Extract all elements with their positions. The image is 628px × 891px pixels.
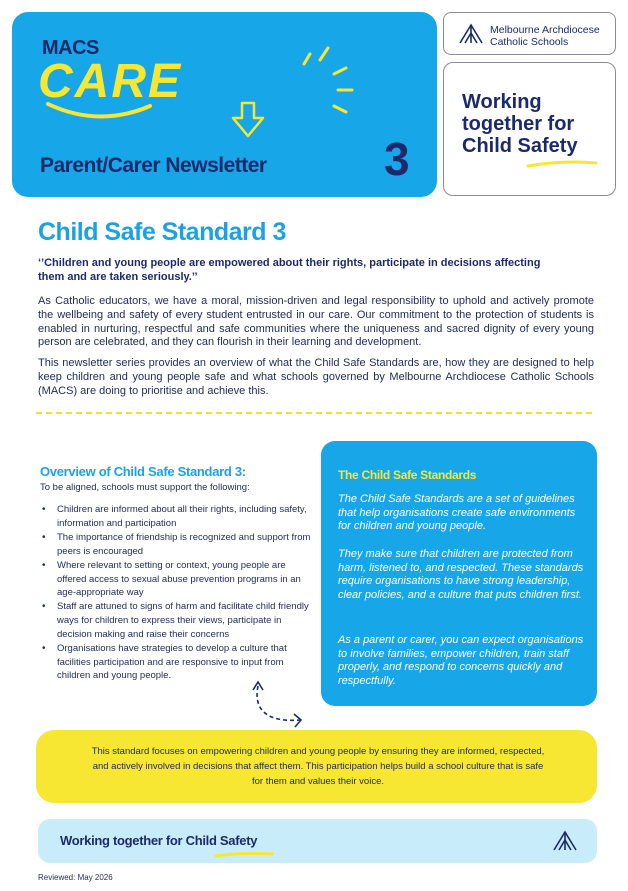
overview-list	[40, 503, 312, 684]
intro-paragraph-1: As Catholic educators, we have a moral, mission-driven and legal responsibility to uphold and actively promote the wellbeing and safety of every student entrusted in our care. Our commitment to the protection of students is enabled in nurturing, respectful and safe communities where the uniqueness and sacred dignity of every young person are celebrated, and they can flourish in their learning and development.	[38, 295, 594, 349]
newsletter-title: Parent/Carer Newsletter	[40, 154, 267, 177]
list-item: • Children are informed about all their rights, including safety, information and participation	[40, 503, 312, 530]
down-arrow-icon	[230, 100, 266, 140]
tagline-box	[443, 62, 616, 196]
standard-title: Child Safe Standard 3	[38, 218, 286, 246]
org-name-line1: Melbourne Archdiocese	[490, 24, 600, 36]
panel-paragraph-3: As a parent or carer, you can expect organisations to involve families, empower children, train staff properly, and respond to concerns quickly and respectfully.	[338, 634, 584, 687]
list-item: • Organisations have strategies to develop a culture that facilities participation and are responsive to input from children and young people.	[40, 642, 312, 683]
org-name-line2: Catholic Schools	[490, 36, 569, 48]
footer-bar	[38, 819, 597, 863]
panel-paragraph-1: The Child Safe Standards are a set of guidelines that help organisations create safe environments for children and young people.	[338, 493, 576, 533]
reviewed-date: Reviewed: May 2026	[38, 873, 113, 882]
overview-title: Overview of Child Safe Standard 3:	[40, 464, 246, 479]
tagline-text: Working together for Child Safety	[462, 91, 578, 157]
overview-intro: To be aligned, schools must support the following:	[40, 482, 250, 493]
footer-tagline: Working together for Child Safety	[60, 833, 258, 848]
list-item: • Where relevant to setting or context, young people are offered access to sexual abuse prevention programs in an age-appropriate way	[40, 559, 312, 600]
macs-logo-icon	[458, 23, 484, 45]
macs-logo[interactable]	[443, 12, 616, 55]
panel-title: The Child Safe Standards	[338, 468, 477, 482]
care-wordmark: CARE	[38, 55, 183, 108]
list-item: • The importance of friendship is recognized and support from peers is encouraged	[40, 531, 312, 558]
issue-number: 3	[384, 133, 410, 185]
underline-swoosh	[214, 851, 274, 859]
list-item: • Staff are attuned to signs of harm and facilitate child friendly ways for children to express their views, participate in decision making and raise their concerns	[40, 600, 312, 641]
smile-swoosh-icon	[44, 100, 154, 122]
dashed-connector-arrow-icon	[246, 676, 310, 732]
underline-swoosh	[526, 159, 598, 169]
sparkle-lines-icon	[298, 42, 368, 122]
section-divider	[36, 412, 592, 414]
macs-logo-icon	[552, 830, 578, 852]
focus-banner	[36, 730, 597, 803]
macs-wordmark: MACS	[42, 37, 99, 59]
standard-quote: ‘’Children and young people are empowered about their rights, participate in decisions affecting them and are taken seriously.’’	[38, 257, 541, 283]
intro-paragraph-2: This newsletter series provides an overview of what the Child Safe Standards are, how they are designed to help keep children and young people safe and what schools governed by Melbourne Archdiocese Catholic Schools (MACS) are doing to prioritise and achieve this.	[38, 357, 594, 397]
panel-paragraph-2: They make sure that children are protected from harm, listened to, and respected. These standards require organisations to have strong leadership, clear policies, and a culture that puts children first.	[338, 548, 584, 601]
child-safe-standards-panel	[321, 441, 597, 706]
org-name	[490, 24, 600, 48]
newsletter-hero	[12, 12, 437, 197]
focus-banner-text: This standard focuses on empowering children and young people by ensuring they are informed, respected, and actively involved in decisions that affect them. This participation helps build a school culture that is safe for them and values their voice.	[91, 746, 545, 787]
